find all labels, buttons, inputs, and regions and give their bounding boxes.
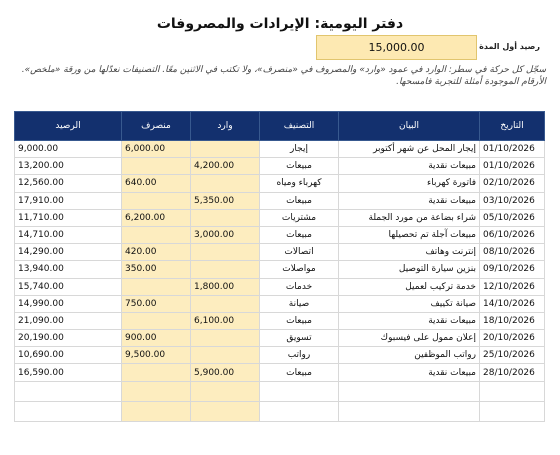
category-cell[interactable]: مبيعات <box>260 192 339 209</box>
description-cell[interactable]: إيجار المحل عن شهر أكتوبر <box>339 141 480 158</box>
category-cell[interactable]: صيانة <box>260 295 339 312</box>
income-cell[interactable] <box>191 141 260 158</box>
table-row <box>15 312 545 329</box>
date-cell[interactable]: 18/10/2026 <box>480 312 545 329</box>
header-category[interactable]: التصنيف <box>260 112 339 141</box>
date-cell[interactable]: 05/10/2026 <box>480 209 545 226</box>
description-cell[interactable]: مبيعات نقدية <box>339 158 480 175</box>
date-cell[interactable]: 08/10/2026 <box>480 244 545 261</box>
category-cell[interactable]: مبيعات <box>260 226 339 243</box>
income-cell[interactable]: 5,900.00 <box>191 364 260 381</box>
balance-cell[interactable]: 12,560.00 <box>15 175 122 192</box>
expense-cell[interactable]: 420.00 <box>122 244 191 261</box>
expense-cell[interactable] <box>122 192 191 209</box>
expense-cell[interactable]: 6,000.00 <box>122 141 191 158</box>
category-cell[interactable]: إيجار <box>260 141 339 158</box>
expense-cell[interactable] <box>122 312 191 329</box>
expense-cell[interactable]: 9,500.00 <box>122 347 191 364</box>
category-cell[interactable]: مبيعات <box>260 312 339 329</box>
balance-cell[interactable]: 15,740.00 <box>15 278 122 295</box>
empty-income-cell[interactable] <box>191 401 260 421</box>
balance-cell[interactable]: 16,590.00 <box>15 364 122 381</box>
description-cell[interactable]: مبيعات نقدية <box>339 364 480 381</box>
category-cell[interactable]: اتصالات <box>260 244 339 261</box>
category-cell[interactable]: مبيعات <box>260 158 339 175</box>
empty-expense-cell[interactable] <box>122 381 191 401</box>
description-cell[interactable]: بنزين سيارة التوصيل <box>339 261 480 278</box>
header-date[interactable]: التاريخ <box>480 112 545 141</box>
expense-cell[interactable]: 640.00 <box>122 175 191 192</box>
description-cell[interactable]: فاتورة كهرباء <box>339 175 480 192</box>
table-row <box>15 261 545 278</box>
table-row <box>15 330 545 347</box>
balance-cell[interactable]: 21,090.00 <box>15 312 122 329</box>
category-cell[interactable]: خدمات <box>260 278 339 295</box>
category-cell[interactable]: مشتريات <box>260 209 339 226</box>
expense-cell[interactable]: 6,200.00 <box>122 209 191 226</box>
empty-category-cell[interactable] <box>260 401 339 421</box>
table-row <box>15 347 545 364</box>
category-cell[interactable]: كهرباء ومياه <box>260 175 339 192</box>
table-row <box>15 175 545 192</box>
empty-expense-cell[interactable] <box>122 401 191 421</box>
description-cell[interactable]: مبيعات نقدية <box>339 312 480 329</box>
empty-date-cell[interactable] <box>480 381 545 401</box>
expense-cell[interactable]: 900.00 <box>122 330 191 347</box>
expense-cell[interactable] <box>122 158 191 175</box>
opening-balance-label: رصيد أول المدة <box>479 42 540 51</box>
opening-balance-cell[interactable]: 15,000.00 <box>316 35 477 60</box>
description-cell[interactable]: مبيعات نقدية <box>339 192 480 209</box>
expense-cell[interactable]: 750.00 <box>122 295 191 312</box>
empty-row <box>15 401 545 421</box>
empty-income-cell[interactable] <box>191 381 260 401</box>
date-cell[interactable]: 09/10/2026 <box>480 261 545 278</box>
expense-cell[interactable] <box>122 364 191 381</box>
table-row <box>15 244 545 261</box>
description-cell[interactable]: خدمة تركيب لعميل <box>339 278 480 295</box>
empty-row <box>15 381 545 401</box>
empty-date-cell[interactable] <box>480 401 545 421</box>
balance-cell[interactable]: 9,000.00 <box>15 141 122 158</box>
empty-balance-cell[interactable] <box>15 401 122 421</box>
income-cell[interactable]: 4,200.00 <box>191 158 260 175</box>
header-row <box>15 112 545 141</box>
header-description[interactable]: البيان <box>339 112 480 141</box>
header-balance[interactable]: الرصيد <box>15 112 122 141</box>
income-cell[interactable]: 5,350.00 <box>191 192 260 209</box>
balance-cell[interactable]: 14,710.00 <box>15 226 122 243</box>
empty-category-cell[interactable] <box>260 381 339 401</box>
table-row <box>15 278 545 295</box>
income-cell[interactable] <box>191 330 260 347</box>
date-cell[interactable]: 12/10/2026 <box>480 278 545 295</box>
description-cell[interactable]: رواتب الموظفين <box>339 347 480 364</box>
expense-cell[interactable]: 350.00 <box>122 261 191 278</box>
balance-cell[interactable]: 20,190.00 <box>15 330 122 347</box>
date-cell[interactable]: 01/10/2026 <box>480 141 545 158</box>
category-cell[interactable]: رواتب <box>260 347 339 364</box>
date-cell[interactable]: 28/10/2026 <box>480 364 545 381</box>
category-cell[interactable]: مواصلات <box>260 261 339 278</box>
income-cell[interactable] <box>191 347 260 364</box>
income-cell[interactable]: 3,000.00 <box>191 226 260 243</box>
balance-cell[interactable]: 17,910.00 <box>15 192 122 209</box>
header-expense[interactable]: منصرف <box>122 112 191 141</box>
table-row <box>15 209 545 226</box>
description-cell[interactable]: صيانة تكييف <box>339 295 480 312</box>
date-cell[interactable]: 06/10/2026 <box>480 226 545 243</box>
description-cell[interactable]: شراء بضاعة من مورد الجملة <box>339 209 480 226</box>
sheet-title: دفتر اليومية: الإيرادات والمصروفات <box>156 16 404 32</box>
balance-cell[interactable]: 13,200.00 <box>15 158 122 175</box>
date-cell[interactable]: 14/10/2026 <box>480 295 545 312</box>
date-cell[interactable]: 20/10/2026 <box>480 330 545 347</box>
balance-cell[interactable]: 14,990.00 <box>15 295 122 312</box>
table-row <box>15 364 545 381</box>
income-cell[interactable]: 1,800.00 <box>191 278 260 295</box>
journal-table <box>14 111 545 422</box>
date-cell[interactable]: 25/10/2026 <box>480 347 545 364</box>
table-row <box>15 226 545 243</box>
description-cell[interactable]: مبيعات آجلة تم تحصيلها <box>339 226 480 243</box>
empty-description-cell[interactable] <box>339 381 480 401</box>
instructions-note: سجّل كل حركة في سطر: الوارد في عمود «وارد» والمصروف في «منصرف»، ولا تكتب في الاثنين معًا. التصنيفات نعدّلها من ورقة «ملخص». الأرقام الموجودة أمثلة للتجربة فامسحها. <box>21 65 546 87</box>
income-cell[interactable] <box>191 295 260 312</box>
category-cell[interactable]: تسويق <box>260 330 339 347</box>
table-row <box>15 192 545 209</box>
balance-cell[interactable]: 11,710.00 <box>15 209 122 226</box>
table-row <box>15 158 545 175</box>
date-cell[interactable]: 02/10/2026 <box>480 175 545 192</box>
income-cell[interactable] <box>191 244 260 261</box>
table-row <box>15 141 545 158</box>
description-cell[interactable]: إعلان ممول على فيسبوك <box>339 330 480 347</box>
table-row <box>15 295 545 312</box>
income-cell[interactable]: 6,100.00 <box>191 312 260 329</box>
category-cell[interactable]: مبيعات <box>260 364 339 381</box>
balance-cell[interactable]: 13,940.00 <box>15 261 122 278</box>
balance-cell[interactable]: 10,690.00 <box>15 347 122 364</box>
date-cell[interactable]: 01/10/2026 <box>480 158 545 175</box>
balance-cell[interactable]: 14,290.00 <box>15 244 122 261</box>
empty-balance-cell[interactable] <box>15 381 122 401</box>
income-cell[interactable] <box>191 175 260 192</box>
income-cell[interactable] <box>191 209 260 226</box>
date-cell[interactable]: 03/10/2026 <box>480 192 545 209</box>
header-income[interactable]: وارد <box>191 112 260 141</box>
expense-cell[interactable] <box>122 226 191 243</box>
empty-description-cell[interactable] <box>339 401 480 421</box>
description-cell[interactable]: إنترنت وهاتف <box>339 244 480 261</box>
expense-cell[interactable] <box>122 278 191 295</box>
income-cell[interactable] <box>191 261 260 278</box>
